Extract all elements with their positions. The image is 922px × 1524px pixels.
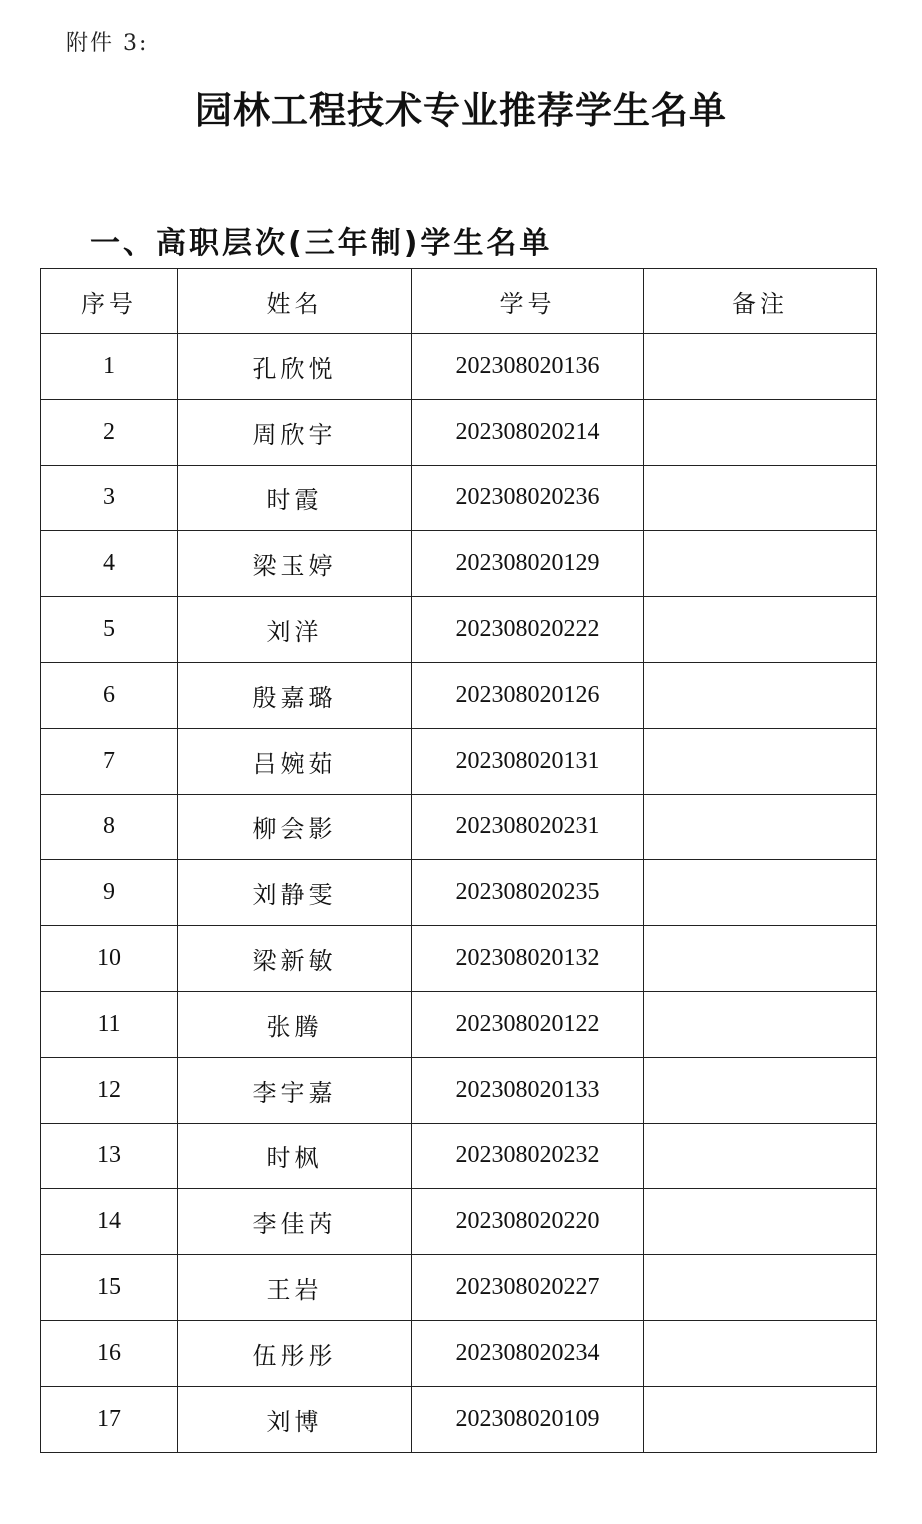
row-index: 16 bbox=[41, 1320, 178, 1386]
table-body bbox=[41, 334, 877, 1453]
row-remarks bbox=[644, 399, 877, 465]
row-index: 13 bbox=[41, 1123, 178, 1189]
row-name: 梁玉婷 bbox=[178, 531, 412, 597]
row-student-id: 202308020129 bbox=[412, 531, 644, 597]
student-roster-table bbox=[40, 268, 877, 1453]
row-name: 梁新敏 bbox=[178, 926, 412, 992]
row-index: 14 bbox=[41, 1189, 178, 1255]
row-remarks bbox=[644, 926, 877, 992]
table-row bbox=[41, 597, 877, 663]
table-row bbox=[41, 1189, 877, 1255]
table-row bbox=[41, 465, 877, 531]
table-row bbox=[41, 1057, 877, 1123]
row-student-id: 202308020227 bbox=[412, 1255, 644, 1321]
row-remarks bbox=[644, 531, 877, 597]
row-student-id: 202308020109 bbox=[412, 1386, 644, 1452]
row-remarks bbox=[644, 465, 877, 531]
row-student-id: 202308020132 bbox=[412, 926, 644, 992]
row-name: 时霞 bbox=[178, 465, 412, 531]
row-remarks bbox=[644, 794, 877, 860]
row-remarks bbox=[644, 334, 877, 400]
row-student-id: 202308020222 bbox=[412, 597, 644, 663]
row-index: 8 bbox=[41, 794, 178, 860]
row-remarks bbox=[644, 860, 877, 926]
row-student-id: 202308020131 bbox=[412, 728, 644, 794]
row-remarks bbox=[644, 1189, 877, 1255]
row-name: 时枫 bbox=[178, 1123, 412, 1189]
table-row bbox=[41, 531, 877, 597]
row-student-id: 202308020232 bbox=[412, 1123, 644, 1189]
header-name: 姓名 bbox=[178, 269, 412, 334]
row-remarks bbox=[644, 1123, 877, 1189]
header-index: 序号 bbox=[41, 269, 178, 334]
table-row bbox=[41, 1386, 877, 1452]
table-row bbox=[41, 1123, 877, 1189]
row-student-id: 202308020126 bbox=[412, 662, 644, 728]
attachment-label: 附件 3: bbox=[66, 31, 149, 56]
row-remarks bbox=[644, 1320, 877, 1386]
table-header bbox=[41, 269, 877, 334]
header-remarks: 备注 bbox=[644, 269, 877, 334]
document-title: 园林工程技术专业推荐学生名单 bbox=[195, 88, 727, 132]
row-index: 3 bbox=[41, 465, 178, 531]
row-name: 李宇嘉 bbox=[178, 1057, 412, 1123]
row-name: 伍彤彤 bbox=[178, 1320, 412, 1386]
table-row bbox=[41, 991, 877, 1057]
row-index: 2 bbox=[41, 399, 178, 465]
row-student-id: 202308020133 bbox=[412, 1057, 644, 1123]
row-index: 11 bbox=[41, 991, 178, 1057]
table-row bbox=[41, 1320, 877, 1386]
table-row bbox=[41, 860, 877, 926]
table-row bbox=[41, 926, 877, 992]
row-index: 7 bbox=[41, 728, 178, 794]
row-index: 10 bbox=[41, 926, 178, 992]
row-index: 17 bbox=[41, 1386, 178, 1452]
table-row bbox=[41, 1255, 877, 1321]
table-row bbox=[41, 662, 877, 728]
row-student-id: 202308020220 bbox=[412, 1189, 644, 1255]
table-row bbox=[41, 728, 877, 794]
row-student-id: 202308020234 bbox=[412, 1320, 644, 1386]
row-student-id: 202308020235 bbox=[412, 860, 644, 926]
row-remarks bbox=[644, 1057, 877, 1123]
row-index: 4 bbox=[41, 531, 178, 597]
row-student-id: 202308020122 bbox=[412, 991, 644, 1057]
row-remarks bbox=[644, 991, 877, 1057]
row-name: 刘静雯 bbox=[178, 860, 412, 926]
row-index: 5 bbox=[41, 597, 178, 663]
row-name: 周欣宇 bbox=[178, 399, 412, 465]
row-index: 1 bbox=[41, 334, 178, 400]
row-remarks bbox=[644, 1386, 877, 1452]
row-name: 刘博 bbox=[178, 1386, 412, 1452]
row-name: 刘洋 bbox=[178, 597, 412, 663]
header-row bbox=[41, 269, 877, 334]
row-name: 柳会影 bbox=[178, 794, 412, 860]
row-name: 张腾 bbox=[178, 991, 412, 1057]
row-index: 12 bbox=[41, 1057, 178, 1123]
row-student-id: 202308020231 bbox=[412, 794, 644, 860]
row-name: 李佳芮 bbox=[178, 1189, 412, 1255]
row-name: 王岩 bbox=[178, 1255, 412, 1321]
row-remarks bbox=[644, 1255, 877, 1321]
header-student-id: 学号 bbox=[412, 269, 644, 334]
row-student-id: 202308020236 bbox=[412, 465, 644, 531]
row-name: 孔欣悦 bbox=[178, 334, 412, 400]
row-index: 6 bbox=[41, 662, 178, 728]
row-remarks bbox=[644, 597, 877, 663]
row-name: 殷嘉璐 bbox=[178, 662, 412, 728]
row-remarks bbox=[644, 662, 877, 728]
row-student-id: 202308020214 bbox=[412, 399, 644, 465]
section-heading: 一、高职层次(三年制)学生名单 bbox=[90, 226, 553, 261]
table-row bbox=[41, 399, 877, 465]
table-row bbox=[41, 334, 877, 400]
row-remarks bbox=[644, 728, 877, 794]
row-index: 9 bbox=[41, 860, 178, 926]
row-name: 吕婉茹 bbox=[178, 728, 412, 794]
row-index: 15 bbox=[41, 1255, 178, 1321]
table-row bbox=[41, 794, 877, 860]
row-student-id: 202308020136 bbox=[412, 334, 644, 400]
